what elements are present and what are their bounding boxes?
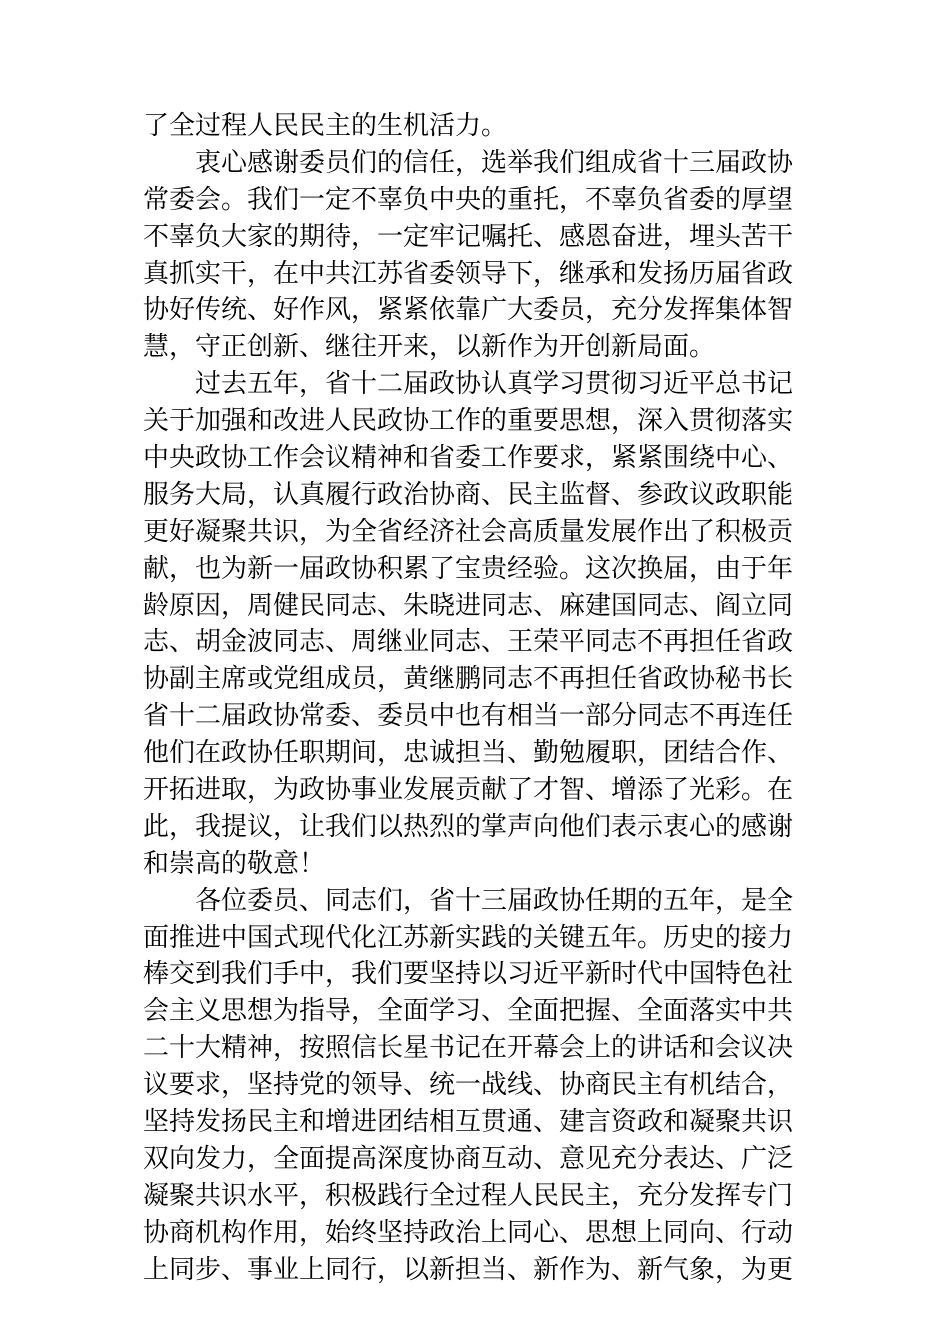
text-line: 开拓进取，为政协事业发展贡献了才智、增添了光彩。在 — [143, 775, 794, 806]
text-line: 龄原因，周健民同志、朱晓进同志、麻建国同志、阎立同 — [143, 590, 794, 621]
text-line: 面推进中国式现代化江苏新实践的关键五年。历史的接力 — [143, 922, 794, 953]
text-line: 和崇高的敬意！ — [143, 848, 326, 879]
text-line: 省十二届政协常委、委员中也有相当一部分同志不再连任 — [143, 701, 794, 732]
text-line: 真抓实干，在中共江苏省委领导下，继承和发扬历届省政 — [143, 258, 794, 289]
text-line: 他们在政协任职期间，忠诚担当、勤勉履职，团结合作、 — [143, 738, 794, 769]
text-line: 了全过程人民民主的生机活力。 — [143, 111, 508, 141]
text-line: 不辜负大家的期待，一定牢记嘱托、感恩奋进，埋头苦干 — [143, 221, 794, 252]
text-line: 凝聚共识水平，积极践行全过程人民民主，充分发挥专门 — [143, 1180, 794, 1211]
paragraph-first-line: 过去五年，省十二届政协认真学习贯彻习近平总书记 — [195, 369, 794, 400]
text-line: 协好传统、好作风，紧紧依靠广大委员，充分发挥集体智 — [143, 295, 794, 326]
text-line: 志、胡金波同志、周继业同志、王荣平同志不再担任省政 — [143, 627, 794, 658]
text-line: 协商机构作用，始终坚持政治上同心、思想上同向、行动 — [143, 1217, 794, 1248]
text-line: 坚持发扬民主和增进团结相互贯通、建言资政和凝聚共识 — [143, 1107, 794, 1138]
text-line: 此，我提议，让我们以热烈的掌声向他们表示衷心的感谢 — [143, 811, 794, 842]
paragraph-first-line: 各位委员、同志们，省十三届政协任期的五年，是全 — [195, 885, 794, 916]
text-line: 慧，守正创新、继往开来，以新作为开创新局面。 — [143, 332, 716, 363]
paragraph-first-line: 衷心感谢委员们的信任，选举我们组成省十三届政协 — [195, 147, 794, 178]
text-line: 中央政协工作会议精神和省委工作要求，紧紧围绕中心、 — [143, 443, 794, 474]
text-line: 服务大局，认真履行政治协商、民主监督、参政议政职能 — [143, 479, 794, 510]
text-line: 议要求，坚持党的领导、统一战线、协商民主有机结合， — [143, 1070, 794, 1101]
text-line: 会主义思想为指导，全面学习、全面把握、全面落实中共 — [143, 996, 794, 1027]
text-line: 献，也为新一届政协积累了宝贵经验。这次换届，由于年 — [143, 553, 794, 584]
body-text — [143, 108, 813, 1289]
text-line: 上同步、事业上同行，以新担当、新作为、新气象，为更 — [143, 1254, 794, 1285]
text-line: 二十大精神，按照信长星书记在开幕会上的讲话和会议决 — [143, 1033, 794, 1064]
text-line: 协副主席或党组成员，黄继鹏同志不再担任省政协秘书长 — [143, 664, 794, 695]
text-line: 更好凝聚共识，为全省经济社会高质量发展作出了积极贡 — [143, 516, 794, 547]
text-line: 双向发力，全面提高深度协商互动、意见充分表达、广泛 — [143, 1143, 794, 1174]
text-line: 棒交到我们手中，我们要坚持以习近平新时代中国特色社 — [143, 959, 794, 990]
text-line: 常委会。我们一定不辜负中央的重托，不辜负省委的厚望 — [143, 184, 794, 215]
text-line: 关于加强和改进人民政协工作的重要思想，深入贯彻落实 — [143, 406, 794, 437]
